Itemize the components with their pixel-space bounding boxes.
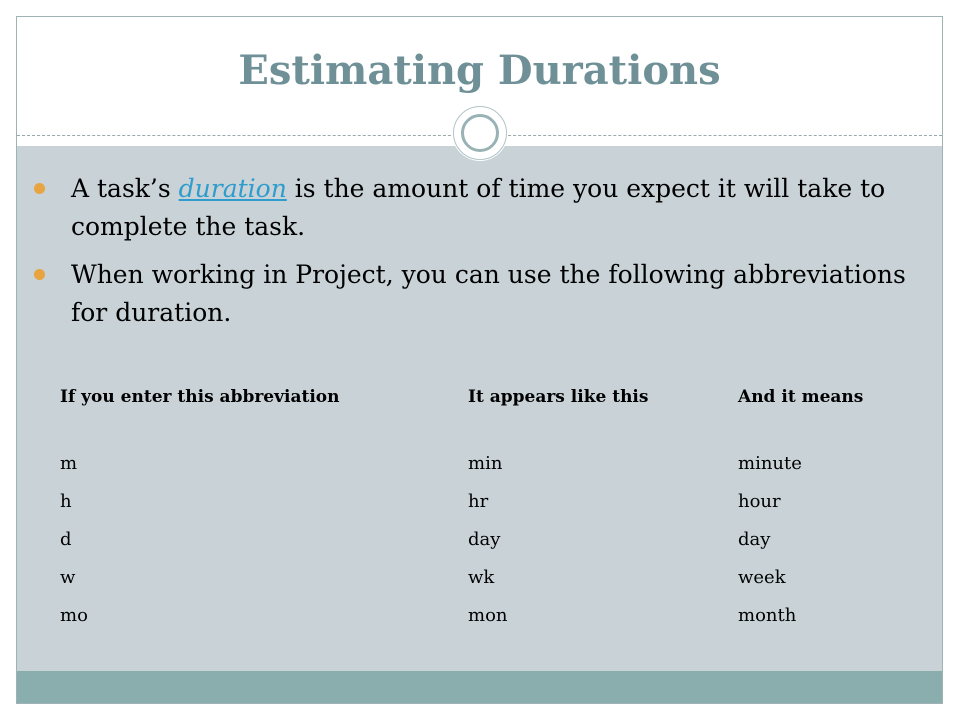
column-header: If you enter this abbreviation: [60, 387, 340, 407]
table-cell: m: [60, 452, 78, 474]
table-cell: week: [738, 566, 786, 588]
bullet-list: [34, 170, 914, 342]
table-row: [60, 444, 918, 482]
column-header: It appears like this: [468, 387, 649, 407]
table-cell: day: [468, 528, 501, 550]
table-cell: minute: [738, 452, 802, 474]
bullet-dot-icon: [34, 269, 45, 280]
table-row: [60, 558, 918, 596]
table-cell: w: [60, 566, 76, 588]
table-cell: hour: [738, 490, 781, 512]
footer-bar: [17, 671, 942, 704]
table-cell: wk: [468, 566, 495, 588]
slide-title: Estimating Durations: [238, 47, 721, 94]
bullet-item: [34, 256, 914, 332]
table-cell: mon: [468, 604, 508, 626]
table-cell: day: [738, 528, 771, 550]
table-header-row: [60, 380, 918, 414]
table-row: [60, 482, 918, 520]
bullet-text-end: is the amount of time you expect it will take to complete the task.: [71, 174, 886, 241]
table-cell: d: [60, 528, 72, 550]
table-row: [60, 520, 918, 558]
table-cell: mo: [60, 604, 88, 626]
table-spacer: [60, 414, 918, 444]
bullet-text: When working in Project, you can use the following abbreviations for duration.: [71, 260, 906, 327]
circle-ornament-icon: [452, 105, 508, 161]
bullet-text-start: A task’s: [71, 174, 179, 203]
ring-inner: [461, 114, 499, 152]
duration-link[interactable]: duration: [178, 174, 287, 203]
bullet-item: [34, 170, 914, 246]
table-cell: h: [60, 490, 72, 512]
table-cell: hr: [468, 490, 489, 512]
table-cell: month: [738, 604, 797, 626]
table-row: [60, 596, 918, 634]
bullet-dot-icon: [34, 183, 45, 194]
abbreviations-table: [60, 380, 918, 634]
column-header: And it means: [738, 387, 864, 407]
table-cell: min: [468, 452, 503, 474]
